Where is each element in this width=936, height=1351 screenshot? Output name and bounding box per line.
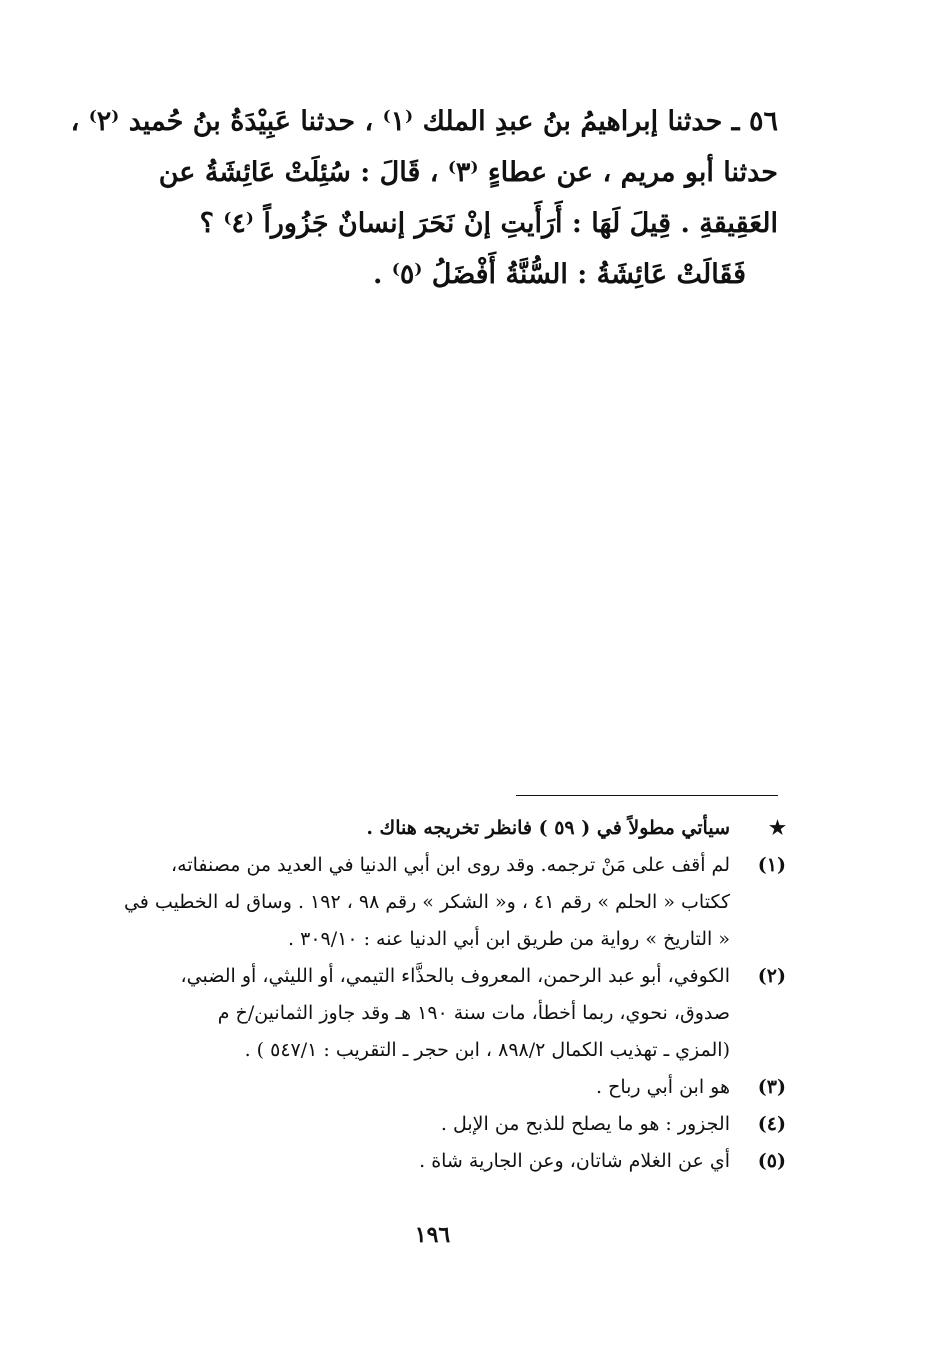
footnotes [78, 810, 786, 1180]
footnote-marker: ★ [768, 817, 786, 839]
footnote-line: ككتاب « الحلم » رقم ٤١ ، و« الشكر » رقم ٩٨ ، ١٩٢ . وساق له الخطيب في [123, 891, 730, 913]
hadith-line-2: حدثنا أبو مريم ، عن عطاءٍ ⁽٣⁾ ، قَالَ : سُئِلَتْ عَائِشَةُ عن [158, 157, 778, 188]
footnote-5 [78, 1143, 786, 1180]
footnote-marker: (٤) [757, 1113, 786, 1135]
footnote-line: « التاريخ » رواية من طريق ابن أبي الدنيا عنه : ٣٠٩/١٠ . [288, 928, 730, 950]
footnote-star [78, 810, 786, 847]
footnote-line: الكوفي، أبو عبد الرحمن، المعروف بالحذَّاء التيمي، أو الليثي، أو الضبي، [180, 965, 730, 987]
footnote-line: الجزور : هو ما يصلح للذبح من الإبل . [440, 1113, 730, 1135]
footnote-4 [78, 1106, 786, 1143]
footnote-marker: (٥) [757, 1150, 786, 1172]
footnote-line: هو ابن أبي رباح . [596, 1076, 730, 1098]
page-number: ١٩٦ [414, 1222, 451, 1248]
hadith-text [70, 96, 778, 300]
footnote-line: أي عن الغلام شاتان، وعن الجارية شاة . [419, 1150, 730, 1172]
footnote-1 [78, 847, 786, 958]
footnote-3 [78, 1069, 786, 1106]
hadith-line-1: ٥٦ ـ حدثنا إبراهيمُ بنُ عبدِ الملك ⁽١⁾ ، حدثنا عَبِيْدَةُ بنُ حُميد ⁽٢⁾ ، [70, 106, 778, 137]
footnote-marker: (١) [757, 854, 786, 876]
footnote-divider [516, 795, 778, 796]
hadith-line-4: فَقَالَتْ عَائِشَةُ : السُّنَّةُ أَفْضَلُ ⁽٥⁾ . [372, 259, 746, 290]
hadith-line-3: العَقِيقةِ . قِيلَ لَهَا : أَرَأَيتِ إنْ نَحَرَ إنسانٌ جَزُوراً ⁽٤⁾ ؟ [199, 208, 778, 239]
footnote-line: (المزي ـ تهذيب الكمال ٨٩٨/٢ ، ابن حجر ـ التقريب : ٥٤٧/١ ) . [244, 1039, 730, 1061]
footnote-line: سيأتي مطولاً في ( ٥٩ ) فانظر تخريجه هناك . [366, 817, 730, 839]
footnote-2 [78, 958, 786, 1069]
footnote-marker: (٢) [757, 965, 786, 987]
footnote-line: لم أقف على مَنْ ترجمه. وقد روى ابن أبي الدنيا في العديد من مصنفاته، [171, 854, 730, 876]
footnote-marker: (٣) [757, 1076, 786, 1098]
footnote-line: صدوق، نحوي، ربما أخطأ، مات سنة ١٩٠ هـ وقد جاوز الثمانين/خ م [217, 1002, 730, 1024]
